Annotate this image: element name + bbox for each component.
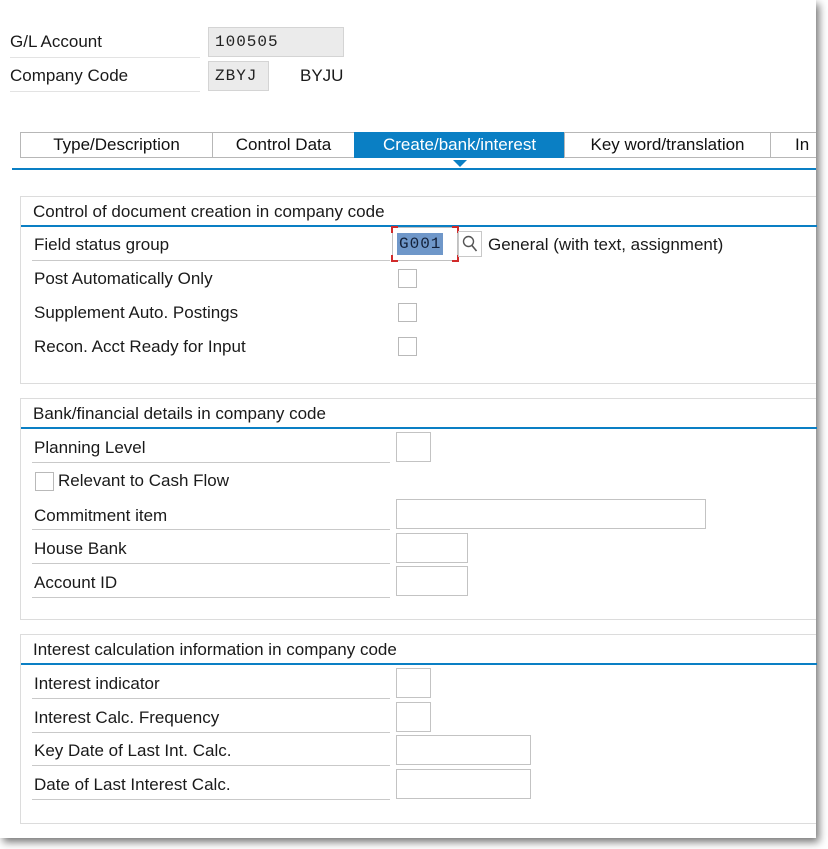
label-underline — [32, 529, 390, 530]
required-marker — [391, 255, 398, 262]
group-title: Control of document creation in company code — [33, 202, 385, 221]
label-underline — [32, 260, 390, 261]
company-code-label: Company Code — [10, 66, 129, 85]
interest-indicator-input[interactable] — [396, 668, 431, 698]
planning-level-label: Planning Level — [34, 438, 146, 457]
header-separator — [10, 91, 200, 92]
interest-frequency-input[interactable] — [396, 702, 431, 732]
group-title: Interest calculation information in company code — [33, 640, 397, 659]
group-rule — [21, 663, 817, 665]
relevant-cash-flow-label: Relevant to Cash Flow — [58, 471, 230, 490]
recon-acct-label: Recon. Acct Ready for Input — [34, 337, 246, 356]
date-last-interest-input[interactable] — [396, 769, 531, 799]
tab-control-data[interactable]: Control Data — [212, 132, 354, 158]
field-status-group-description: General (with text, assignment) — [488, 235, 724, 254]
tabstrip — [20, 132, 816, 158]
planning-level-input[interactable] — [396, 432, 431, 462]
tab-underline — [12, 168, 816, 170]
supplement-auto-postings-label: Supplement Auto. Postings — [34, 303, 239, 322]
recon-acct-checkbox[interactable] — [398, 337, 417, 356]
active-tab-indicator — [453, 160, 467, 167]
post-automatically-label: Post Automatically Only — [34, 269, 213, 288]
interest-indicator-label: Interest indicator — [34, 674, 160, 693]
field-status-group-value[interactable]: G001 — [399, 235, 442, 253]
field-status-group-label: Field status group — [34, 235, 170, 254]
commitment-item-input[interactable] — [396, 499, 706, 529]
value-help-button[interactable] — [458, 231, 482, 257]
tab-create-bank-interest[interactable]: Create/bank/interest — [354, 132, 564, 158]
company-name: BYJU — [300, 66, 344, 85]
post-automatically-checkbox[interactable] — [398, 269, 417, 288]
label-underline — [32, 799, 390, 800]
group-rule — [21, 427, 817, 429]
label-underline — [32, 462, 390, 463]
label-underline — [32, 732, 390, 733]
label-underline — [32, 698, 390, 699]
company-code-field: ZBYJ — [208, 61, 269, 91]
house-bank-label: House Bank — [34, 539, 127, 558]
account-id-input[interactable] — [396, 566, 468, 596]
supplement-auto-postings-checkbox[interactable] — [398, 303, 417, 322]
date-last-interest-label: Date of Last Interest Calc. — [34, 775, 231, 794]
key-date-last-int-input[interactable] — [396, 735, 531, 765]
label-underline — [32, 765, 390, 766]
gl-account-field: 100505 — [208, 27, 344, 57]
house-bank-input[interactable] — [396, 533, 468, 563]
tab-key-word-translation[interactable]: Key word/translation — [564, 132, 770, 158]
tab-type-description[interactable]: Type/Description — [20, 132, 212, 158]
gl-account-label: G/L Account — [10, 32, 102, 51]
group-title: Bank/financial details in company code — [33, 404, 326, 423]
search-icon — [462, 235, 478, 253]
label-underline — [32, 597, 390, 598]
header-separator — [10, 57, 200, 58]
interest-frequency-label: Interest Calc. Frequency — [34, 708, 220, 727]
commitment-item-label: Commitment item — [34, 506, 168, 525]
account-id-label: Account ID — [34, 573, 118, 592]
tab-information[interactable]: In — [770, 132, 816, 158]
label-underline — [32, 563, 390, 564]
key-date-last-int-label: Key Date of Last Int. Calc. — [34, 741, 232, 760]
required-marker — [391, 226, 398, 233]
relevant-cash-flow-checkbox[interactable] — [35, 472, 54, 491]
